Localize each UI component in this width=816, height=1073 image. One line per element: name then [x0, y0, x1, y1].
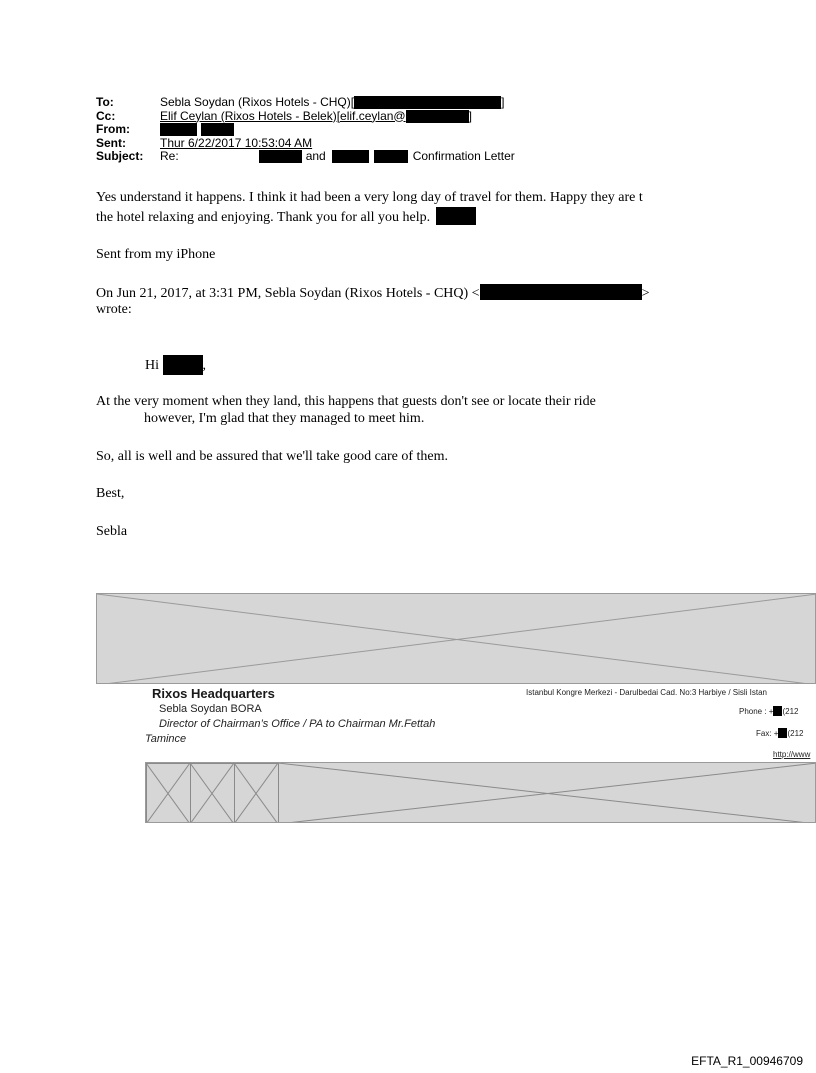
to-value: Sebla Soydan (Rixos Hotels - CHQ)[ [160, 95, 355, 109]
to-row [96, 96, 515, 110]
fax-prefix: Fax: + [756, 729, 779, 738]
cc-close: ] [468, 108, 472, 123]
signature-fax [756, 728, 803, 738]
sent-row [96, 137, 515, 151]
from-row [96, 123, 515, 137]
reply-line-2 [96, 207, 476, 226]
from-label: From: [96, 122, 130, 136]
signature-phone [739, 706, 799, 716]
redaction-box [259, 150, 302, 163]
subject-re: Re: [160, 149, 179, 163]
redaction-box [436, 207, 476, 225]
signature-title-line1: Director of Chairman’s Office / PA to Chairman Mr.Fettah [159, 718, 436, 730]
cc-value: Elif Ceylan (Rixos Hotels - Belek)[elif.ceylan@ [160, 108, 406, 123]
redaction-box [160, 123, 197, 136]
subject-row [96, 150, 515, 164]
reply-line-2-text: the hotel relaxing and enjoying. Thank you for all you help. [96, 210, 431, 225]
signature-title-line2: Tamince [145, 733, 187, 745]
phone-suffix: (212 [782, 707, 799, 716]
signature-banner-image [96, 593, 816, 684]
to-close: ] [501, 95, 505, 109]
signature-footer-image [145, 762, 816, 823]
redaction-box [332, 150, 369, 163]
quoted-name: Sebla [96, 524, 128, 539]
redaction-box [354, 96, 501, 109]
sent-from-device: Sent from my iPhone [96, 247, 216, 262]
quoted-greeting [145, 355, 206, 375]
signature-person: Sebla Soydan BORA [159, 703, 262, 715]
reply-line-1: Yes understand it happens. I think it had been a very long day of travel for them. Happy they are t [96, 190, 643, 205]
subject-and: and [305, 149, 326, 163]
to-label: To: [96, 95, 114, 109]
quoted-closing: Best, [96, 486, 125, 501]
quoted-para2: So, all is well and be assured that we'll take good care of them. [96, 449, 449, 464]
sent-value: Thur 6/22/2017 10:53:04 AM [160, 135, 313, 150]
quoted-wrote: wrote: [96, 302, 132, 317]
redaction-box [374, 150, 408, 163]
fax-suffix: (212 [787, 729, 804, 738]
sent-label: Sent: [96, 135, 126, 150]
document-id: EFTA_R1_00946709 [691, 1054, 803, 1068]
cc-row [96, 110, 515, 124]
greeting-word: Hi [145, 358, 159, 373]
redaction-box [163, 355, 203, 375]
cc-label: Cc: [96, 108, 116, 123]
broken-image-icon [97, 594, 816, 684]
phone-prefix: Phone : + [739, 707, 774, 716]
quoted-intro-text: On Jun 21, 2017, at 3:31 PM, Sebla Soydan (Rixos Hotels - CHQ) < [96, 286, 480, 301]
quoted-intro-close: > [641, 286, 650, 301]
redaction-box [480, 284, 642, 300]
redaction-box [201, 123, 234, 136]
greeting-comma: , [202, 358, 206, 373]
signature-company: Rixos Headquarters [152, 686, 275, 701]
signature-website[interactable]: http://www [773, 750, 811, 759]
quoted-para1-line1: At the very moment when they land, this happens that guests don't see or locate their ride [96, 394, 596, 409]
broken-image-icon [146, 763, 816, 823]
subject-tail: Confirmation Letter [412, 149, 515, 163]
subject-label: Subject: [96, 149, 144, 163]
email-header [96, 96, 515, 164]
quoted-intro [96, 284, 649, 302]
redaction-box [406, 110, 469, 123]
signature-address: Istanbul Kongre Merkezi - Darulbedai Cad. No:3 Harbiye / Sisli Istan [526, 688, 767, 697]
quoted-para1-line2: however, I'm glad that they managed to meet him. [144, 411, 425, 426]
